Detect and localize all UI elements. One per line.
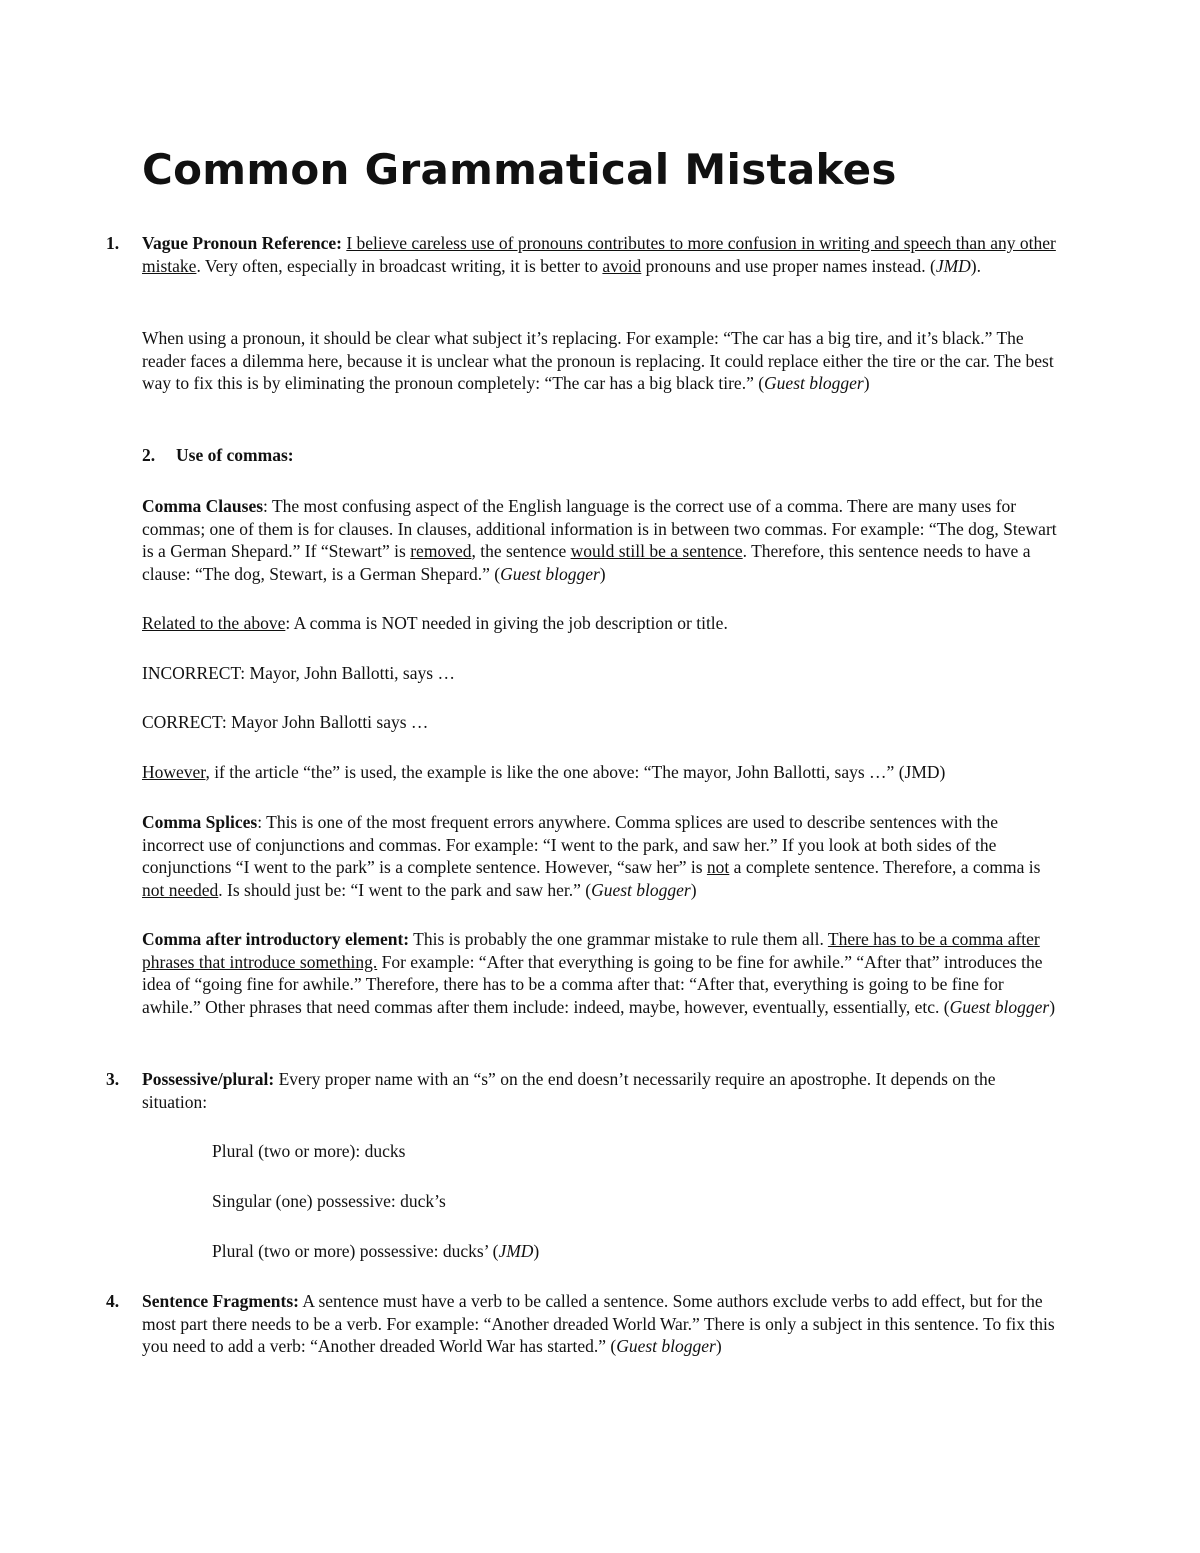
comma-clauses-paragraph: Comma Clauses: The most confusing aspect of the English language is the correct use of a comma. There are many uses for commas; one of them is for clauses. In clauses, additional information is in between two commas. For example: “The dog, Stewart is a German Shepard.” If “Stewart” is removed, the sentence would still be a sentence. Therefore, this sentence needs to have a clause: “The dog, Stewart, is a German Shepard.” (Guest blogger) [142,496,1057,584]
plural-possessive-example: Plural (two or more) possessive: ducks’ (JMD) [212,1241,540,1261]
item-4-heading: Sentence Fragments: [142,1291,299,1311]
item-1-heading: Vague Pronoun Reference: [142,233,342,253]
item-4-paragraph: Sentence Fragments: A sentence must have a verb to be called a sentence. Some authors exclude verbs to add effect, but for the most part there needs to be a verb. For example: “Another dreaded World War.” There is only a subject in this sentence. To fix this you need to add a verb: “Another dreaded World War has started.” (Guest blogger) [142,1291,1055,1357]
item-2-number: 2. [142,445,156,465]
item-4-number: 4. [106,1291,120,1311]
related-paragraph: Related to the above: A comma is NOT needed in giving the job description or title. [142,613,728,633]
item-1-paragraph: Vague Pronoun Reference: I believe careless use of pronouns contributes to more confusion in writing and speech than any other mistake. Very often, especially in broadcast writing, it is better to avoid pronouns and use proper names instead. (JMD). [142,233,1056,276]
item-1-underlined-text: I believe careless use of pronouns contributes to more confusion in writing and speech than any other mistake [142,233,1056,276]
item-3-heading: Possessive/plural: [142,1069,275,1089]
item-1-number: 1. [106,233,120,253]
correct-example: CORRECT: Mayor John Ballotti says … [142,712,429,732]
incorrect-example: INCORRECT: Mayor, John Ballotti, says … [142,663,455,683]
item-3-number: 3. [106,1069,120,1089]
comma-clauses-heading: Comma Clauses [142,496,264,516]
item-1-paragraph-2: When using a pronoun, it should be clear what subject it’s replacing. For example: “The car has a big tire, and it’s black.” The reader faces a dilemma here, because it is unclear what the pronoun is replacing. It could replace either the tire or the car. The best way to fix this is by eliminating the pronoun completely: “The car has a big black tire.” (Guest blogger) [142,328,1054,394]
comma-splices-heading: Comma Splices [142,812,258,832]
plural-example: Plural (two or more): ducks [212,1141,406,1161]
comma-intro-heading: Comma after introductory element: [142,929,410,949]
page-title: Common Grammatical Mistakes [142,145,897,194]
singular-possessive-example: Singular (one) possessive: duck’s [212,1191,446,1211]
however-paragraph: However, if the article “the” is used, the example is like the one above: “The mayor, John Ballotti, says …” (JMD) [142,762,946,782]
item-2-heading: Use of commas: [176,445,294,465]
comma-splices-paragraph: Comma Splices: This is one of the most frequent errors anywhere. Comma splices are used to describe sentences with the incorrect use of conjunctions and commas. For example: “I went to the park, and saw her.” If you look at both sides of the conjunctions “I went to the park” is a complete sentence. However, “saw her” is not a complete sentence. Therefore, a comma is not needed. Is should just be: “I went to the park and saw her.” (Guest blogger) [142,812,1041,900]
comma-intro-paragraph: Comma after introductory element: This is probably the one grammar mistake to rule them all. There has to be a comma after phrases that introduce something. For example: “After that everything is going to be fine for awhile.” “After that” introduces the idea of “going fine for awhile.” Therefore, there has to be a comma after that: “After that, everything is going to be fine for awhile.” Other phrases that need commas after them include: indeed, maybe, however, eventually, essentially, etc. (Guest blogger) [142,929,1056,1017]
item-3-paragraph: Possessive/plural: Every proper name with an “s” on the end doesn’t necessarily require an apostrophe. It depends on the situation: [142,1069,996,1112]
